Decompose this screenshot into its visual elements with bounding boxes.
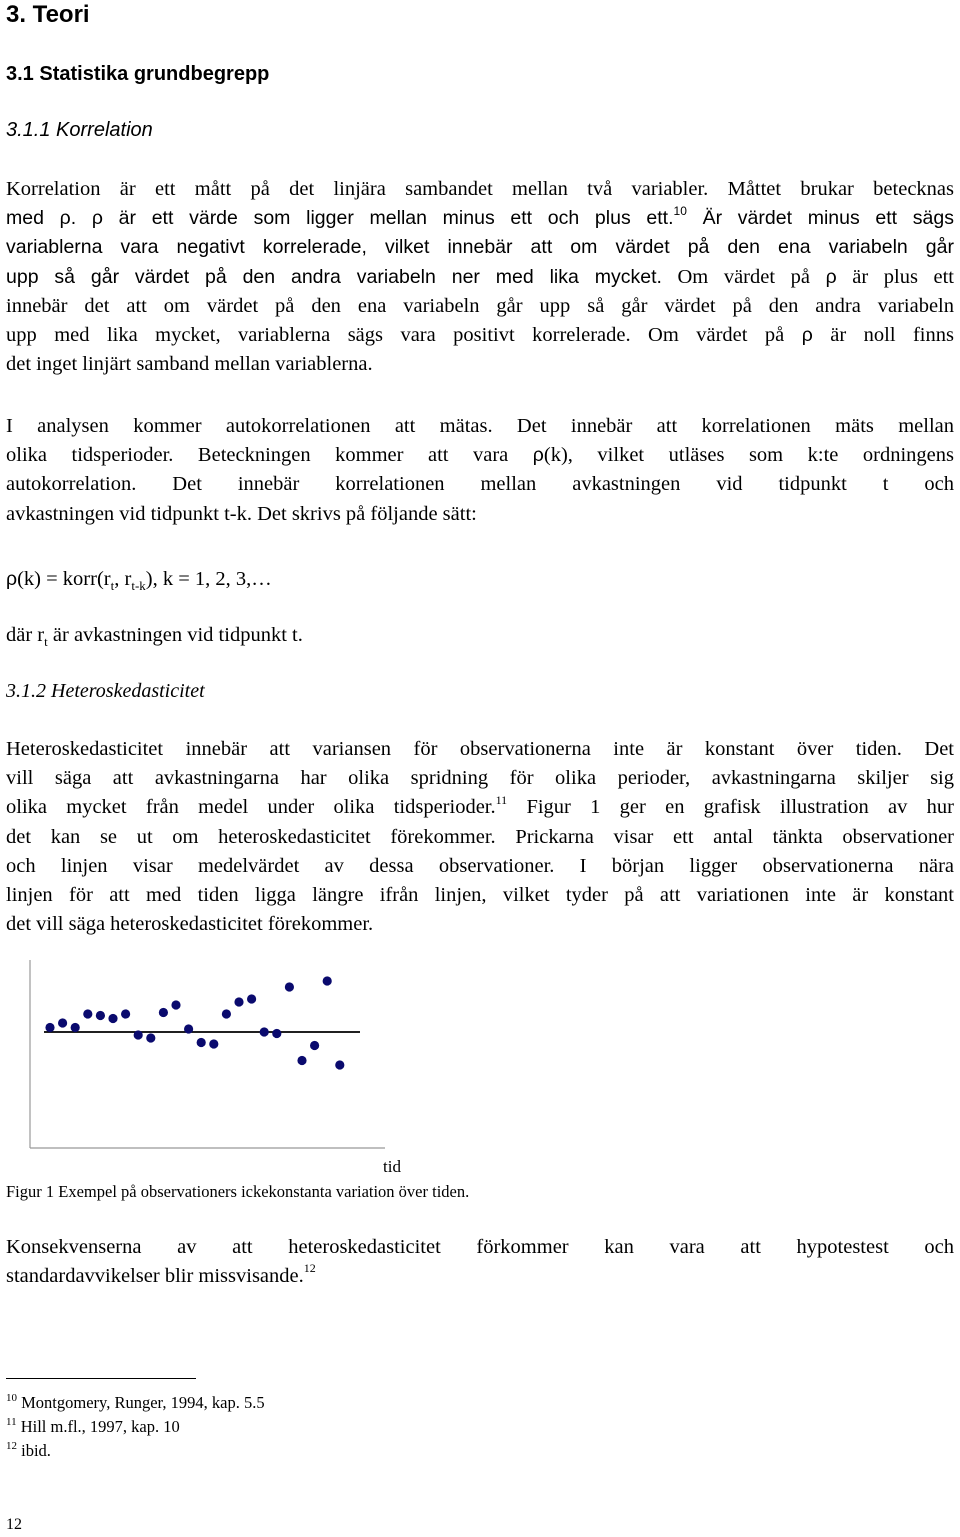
footnote: $^{10}$ Montgomery, Runger, 1994, kap. 5.5	[6, 1391, 265, 1412]
text-line: upp så går värdet på den andra variabeln ner med lika mycket. Om värdet på ρ är plus ett	[6, 265, 955, 288]
subsection-heading-korrelation: 3.1.1 Korrelation	[6, 119, 153, 141]
autocorrelation-formula: $\rho(k) = korr(r_t$, $r_{t-k}$), k = 1, 2, 3,…	[6, 568, 272, 594]
observation-point	[234, 997, 243, 1006]
text-line: olika mycket från medel under olika tidsperioder.$^{11}$ Figur 1 ger en grafisk illustration av hur	[6, 792, 954, 819]
observation-point	[247, 994, 256, 1003]
observation-point	[45, 1023, 54, 1032]
text-line: vill säga att avkastningarna har olika spridning för olika perioder, avkastningarna skiljer sig	[6, 767, 954, 790]
text-line: standardavvikelser blir missvisande.$^{12}$	[6, 1261, 316, 1288]
text-line: det kan se ut om heteroskedasticitet förekommer. Prickarna visar ett antal tänkta observationer	[6, 825, 954, 848]
text-line: Konsekvenserna av att heteroskedasticitet förkommer kan vara att hypotestest och	[6, 1236, 954, 1258]
text-line: variablerna vara negativt korrelerade, vilket innebär att om värdet på den ena variabeln går	[6, 236, 954, 259]
text-line: upp med lika mycket, variablerna sägs vara positivt korrelerade. Om värdet på ρ är noll finns	[6, 323, 954, 346]
heteroskedasticity-scatter-chart	[0, 955, 400, 1155]
konsekvens-paragraph	[6, 1233, 954, 1291]
text-line: och linjen visar medelvärdet av dessa observationer. I början ligger observationerna nära	[6, 854, 954, 877]
footnote: $^{12}$ ibid.	[6, 1439, 51, 1460]
observation-point	[96, 1011, 105, 1020]
observation-point	[209, 1039, 218, 1048]
footnote: $^{11}$ Hill m.fl., 1997, kap. 10	[6, 1415, 180, 1436]
observation-point	[260, 1027, 269, 1036]
text-line: Heteroskedasticitet innebär att variansen för observationerna inte är konstant över tiden. Det	[6, 738, 954, 760]
subsection-heading-heteroskedasticitet: 3.1.2 Heteroskedasticitet	[6, 680, 205, 702]
observation-point	[310, 1041, 319, 1050]
observation-point	[171, 1000, 180, 1009]
observation-point	[272, 1029, 281, 1038]
text-line: avkastningen vid tidpunkt t-k. Det skrivs på följande sätt:	[6, 502, 477, 525]
text-line: med ρ. ρ är ett värde som ligger mellan minus ett och plus ett.$^{10}$ Är värdet minus ett sägs	[6, 203, 954, 230]
observation-point	[146, 1033, 155, 1042]
footnote-divider	[6, 1378, 196, 1379]
formula-explanation: där $r_t$ är avkastningen vid tidpunkt t.	[6, 624, 303, 650]
observation-point	[323, 976, 332, 985]
korrelation-paragraph	[6, 175, 954, 379]
text-line: innebär det att om värdet på den ena variabeln går upp så går värdet på den andra variabeln	[6, 294, 954, 317]
figure-caption: Figur 1 Exempel på observationers ickekonstanta variation över tiden.	[6, 1182, 470, 1201]
observation-point	[108, 1014, 117, 1023]
text-line: linjen för att med tiden ligga längre ifrån linjen, vilket tyder på att variationen inte är konstant	[6, 883, 954, 906]
observation-point	[285, 982, 294, 991]
observation-point	[159, 1008, 168, 1017]
page-number: 12	[6, 1516, 22, 1533]
observation-point	[58, 1018, 67, 1027]
text-line: det inget linjärt samband mellan variablerna.	[6, 353, 373, 376]
text-line: olika tidsperioder. Beteckningen kommer att vara ρ(k), vilket utläses som k:te ordningens	[6, 444, 954, 467]
text-line: Korrelation är ett mått på det linjära sambandet mellan två variabler. Måttet brukar betecknas	[6, 178, 954, 200]
observation-point	[197, 1038, 206, 1047]
observation-point	[121, 1009, 130, 1018]
text-line: det vill säga heteroskedasticitet förekommer.	[6, 913, 374, 936]
footnote-ref: 10	[673, 203, 687, 218]
observation-point	[71, 1023, 80, 1032]
footnote-ref: 11	[495, 792, 508, 807]
autokorrelation-paragraph	[6, 412, 954, 529]
observation-point	[222, 1009, 231, 1018]
footnote-ref: 12	[303, 1261, 316, 1276]
observation-point	[83, 1009, 92, 1018]
observation-point	[184, 1024, 193, 1033]
chapter-heading: 3. Teori	[6, 1, 90, 28]
text-line: autokorrelation. Det innebär korrelationen mellan avkastningen vid tidpunkt t och	[6, 473, 954, 496]
x-axis-label: tid	[383, 1157, 401, 1176]
observation-point	[335, 1060, 344, 1069]
section-heading: 3.1 Statistika grundbegrepp	[6, 63, 270, 85]
heteroskedasticitet-paragraph	[6, 735, 954, 939]
observation-point	[134, 1030, 143, 1039]
observation-point	[297, 1056, 306, 1065]
text-line: I analysen kommer autokorrelationen att mätas. Det innebär att korrelationen mäts mellan	[6, 415, 954, 437]
